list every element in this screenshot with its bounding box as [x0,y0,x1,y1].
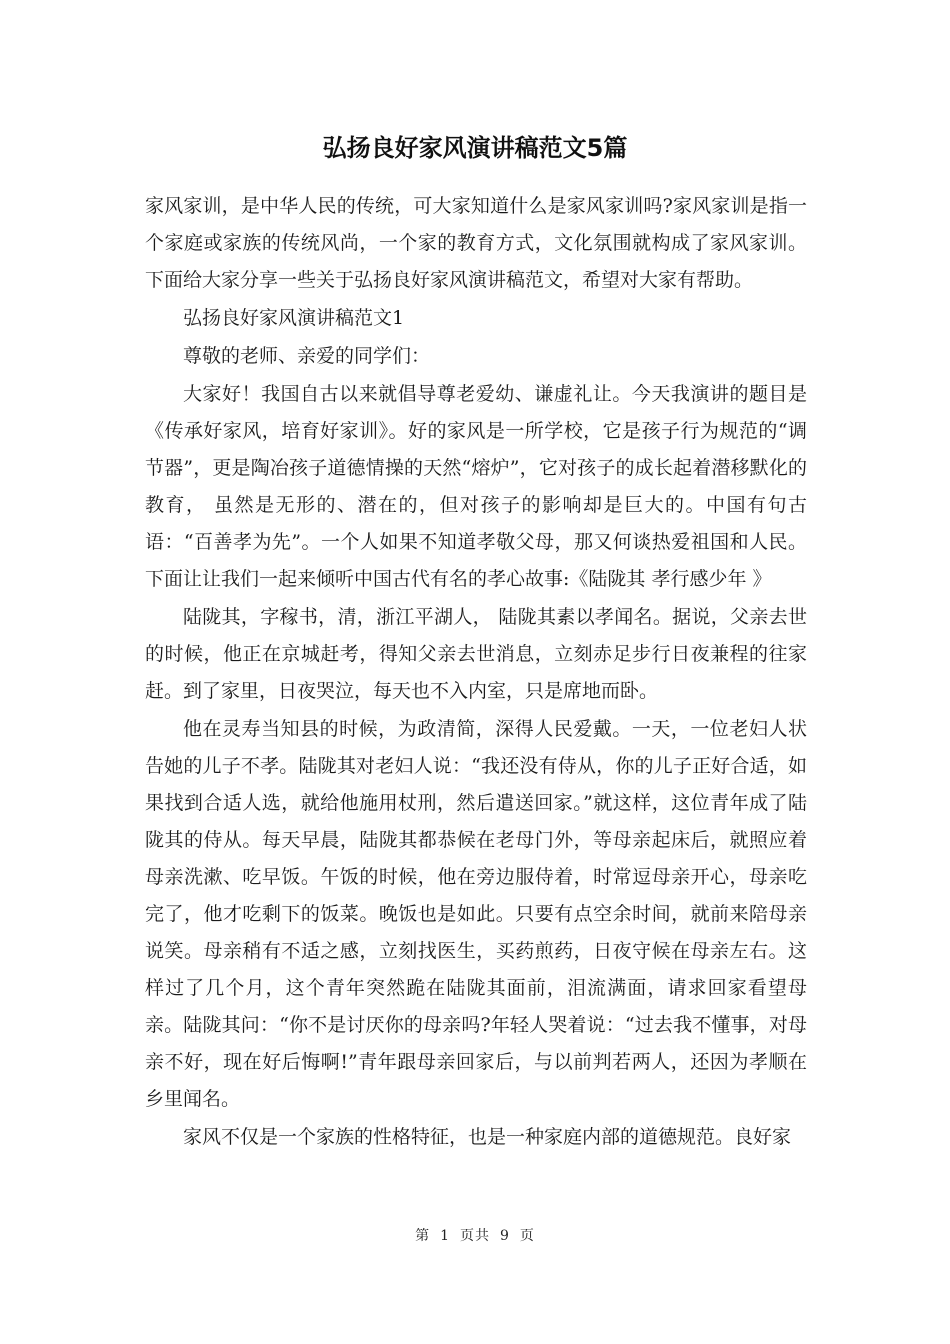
footer-page-number: 1 [440,1228,450,1244]
paragraph: 家风不仅是一个家族的性格特征，也是一种家庭内部的道德规范。良好家 [183,1126,792,1148]
footer-middle: 页共 [460,1228,490,1244]
paragraph: 陆陇其，字稼书，清，浙江平湖人， 陆陇其素以孝闻名。据说，父亲去世的时候，他正在京城赶考，得知父亲去世消息，立刻赤足步行日夜兼程的往家赶。到了家里，日夜哭泣，每天也不入内室，只是席地而卧。 [145,606,807,702]
paragraph: 他在灵寿当知县的时候，为政清简，深得人民爱戴。一天，一位老妇人状告她的儿子不孝。陆陇其对老妇人说：“我还没有侍从，你的儿子正好合适，如果找到合适人选，就给他施用杖刑，然后遣送回家。”就这样，这位青年成了陆陇其的侍从。每天早晨，陆陇其都恭候在老母门外，等母亲起床后，就照应着母亲洗漱、吃早饭。午饭的时候，他在旁边服侍着，时常逗母亲开心，母亲吃完了，他才吃剩下的饭菜。晚饭也是如此。只要有点空余时间，就前来陪母亲说笑。母亲稍有不适之感，立刻找医生，买药煎药，日夜守候在母亲左右。这样过了几个月，这个青年突然跪在陆陇其面前，泪流满面，请求回家看望母亲。陆陇其问：“你不是讨厌你的母亲吗?年轻人哭着说：“过去我不懂事，对母亲不好，现在好后悔啊!”青年跟母亲回家后，与以前判若两人，还因为孝顺在乡里闻名。 [145,718,807,1110]
page-footer [0,1226,950,1246]
paragraph-intro: 家风家训，是中华人民的传统，可大家知道什么是家风家训吗?家风家训是指一个家庭或家族的传统风尚，一个家的教育方式，文化氛围就构成了家风家训。下面给大家分享一些关于弘扬良好家风演讲稿范文，希望对大家有帮助。 [145,195,807,291]
paragraph: 大家好！我国自古以来就倡导尊老爱幼、谦虚礼让。今天我演讲的题目是《传承好家风，培育好家训》。好的家风是一所学校，它是孩子行为规范的“调节器”，更是陶冶孩子道德情操的天然“熔炉”，它对孩子的成长起着潜移默化的教育， 虽然是无形的、潜在的，但对孩子的影响却是巨大的。中国有句古语：“百善孝为先”。一个人如果不知道孝敬父母，那又何谈热爱祖国和人民。 下面让让我们一起来倾听中国古代有名的孝心故事:《陆陇其 孝行感少年 》 [145,383,807,590]
document-title: 弘扬良好家风演讲稿范文5篇 [322,134,628,162]
salutation: 尊敬的老师、亲爱的同学们： [183,345,431,367]
section-heading: 弘扬良好家风演讲稿范文1 [183,307,405,329]
footer-prefix: 第 [415,1228,431,1244]
document-body [145,188,807,1157]
footer-total-pages: 9 [500,1228,510,1244]
footer-suffix: 页 [519,1228,535,1244]
